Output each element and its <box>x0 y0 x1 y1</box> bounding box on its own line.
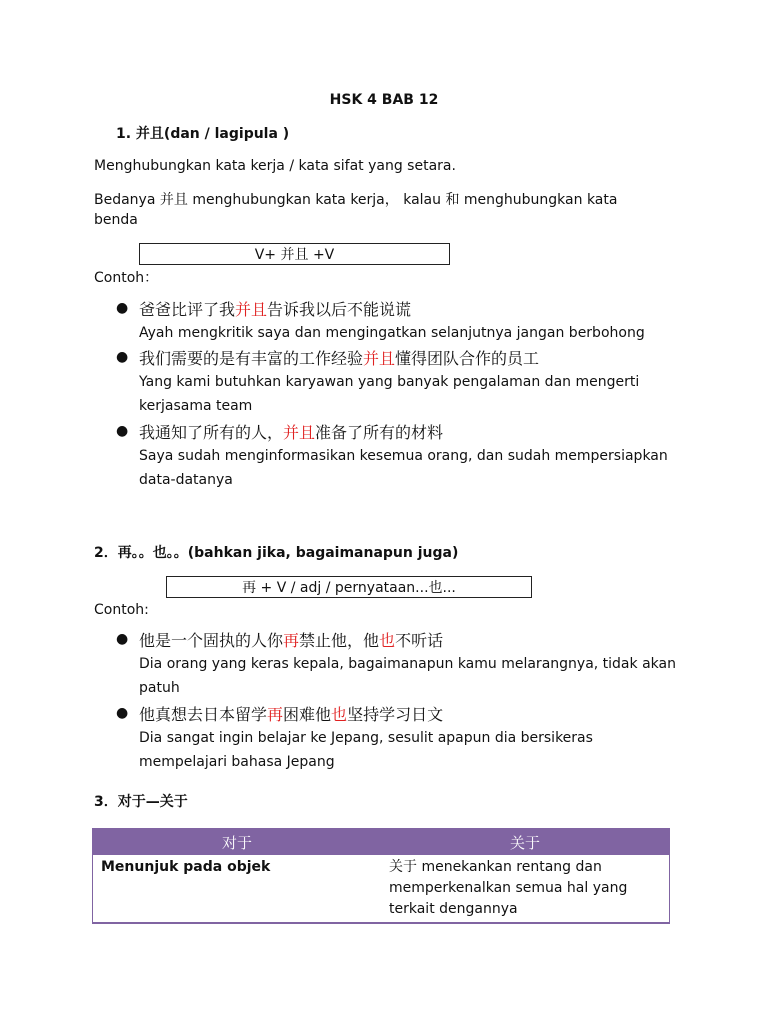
table-header-duiyu: 对于 <box>93 829 382 856</box>
section-1-example-2 <box>116 348 679 418</box>
example-translation: Saya sudah menginformasikan kesemua orang, dan sudah mempersiapkan data-datanya <box>139 448 668 488</box>
section-3-heading: 3．对于—关于 <box>94 794 188 810</box>
section-2-example-1 <box>116 630 679 700</box>
example-translation: Dia sangat ingin belajar ke Jepang, sesulit apapun dia bersikeras mempelajari bahasa Jepang <box>139 730 593 770</box>
bullet-icon: ● <box>116 705 129 721</box>
example-chinese: 爸爸比评了我并且告诉我以后不能说谎 <box>139 300 412 319</box>
section-1-difference-line-2: benda <box>94 212 138 228</box>
section-1-description: Menghubungkan kata kerja / kata sifat yang setara. <box>94 158 456 174</box>
bullet-icon: ● <box>116 349 129 365</box>
bullet-icon: ● <box>116 300 129 316</box>
section-1-pattern-box: V+ 并且 +V <box>139 243 450 265</box>
table-row <box>93 855 670 923</box>
bullet-icon: ● <box>116 423 129 439</box>
section-2-example-2 <box>116 704 679 774</box>
section-1-difference-line-1: Bedanya 并且 menghubungkan kata kerja， kalau 和 menghubungkan kata <box>94 192 618 208</box>
table-header-row <box>93 829 670 856</box>
example-translation: Yang kami butuhkan karyawan yang banyak pengalaman dan mengerti kerjasama team <box>139 374 640 414</box>
page-title: HSK 4 BAB 12 <box>329 92 439 108</box>
example-translation: Ayah mengkritik saya dan mengingatkan selanjutnya jangan berbohong <box>139 325 645 341</box>
bullet-icon: ● <box>116 631 129 647</box>
section-2-heading: 2．再。。也。。(bahkan jika, bagaimanapun juga) <box>94 545 459 561</box>
table-header-guanyu: 关于 <box>381 829 670 856</box>
table-cell-duiyu: Menunjuk pada objek <box>93 855 382 923</box>
example-chinese: 他真想去日本留学再困难他也坚持学习日文 <box>139 705 444 724</box>
comparison-table <box>92 828 670 924</box>
example-chinese: 他是一个固执的人你再禁止他，他也不听话 <box>139 631 444 650</box>
section-2-contoh-label: Contoh: <box>94 602 149 618</box>
example-chinese: 我通知了所有的人，并且准备了所有的材料 <box>139 423 444 442</box>
example-chinese: 我们需要的是有丰富的工作经验并且懂得团队合作的员工 <box>139 349 540 368</box>
section-1-contoh-label: Contoh： <box>94 270 159 286</box>
section-2-pattern-box: 再 + V / adj / pernyataan...也... <box>166 576 532 598</box>
example-translation: Dia orang yang keras kepala, bagaimanapun kamu melarangnya, tidak akan patuh <box>139 656 676 696</box>
section-1-example-1 <box>116 299 679 345</box>
table-cell-guanyu: 关于 menekankan rentang dan memperkenalkan semua hal yang terkait dengannya <box>381 855 670 923</box>
section-1-heading: 1. 并且(dan / lagipula ) <box>116 126 290 142</box>
section-1-example-3 <box>116 422 679 492</box>
